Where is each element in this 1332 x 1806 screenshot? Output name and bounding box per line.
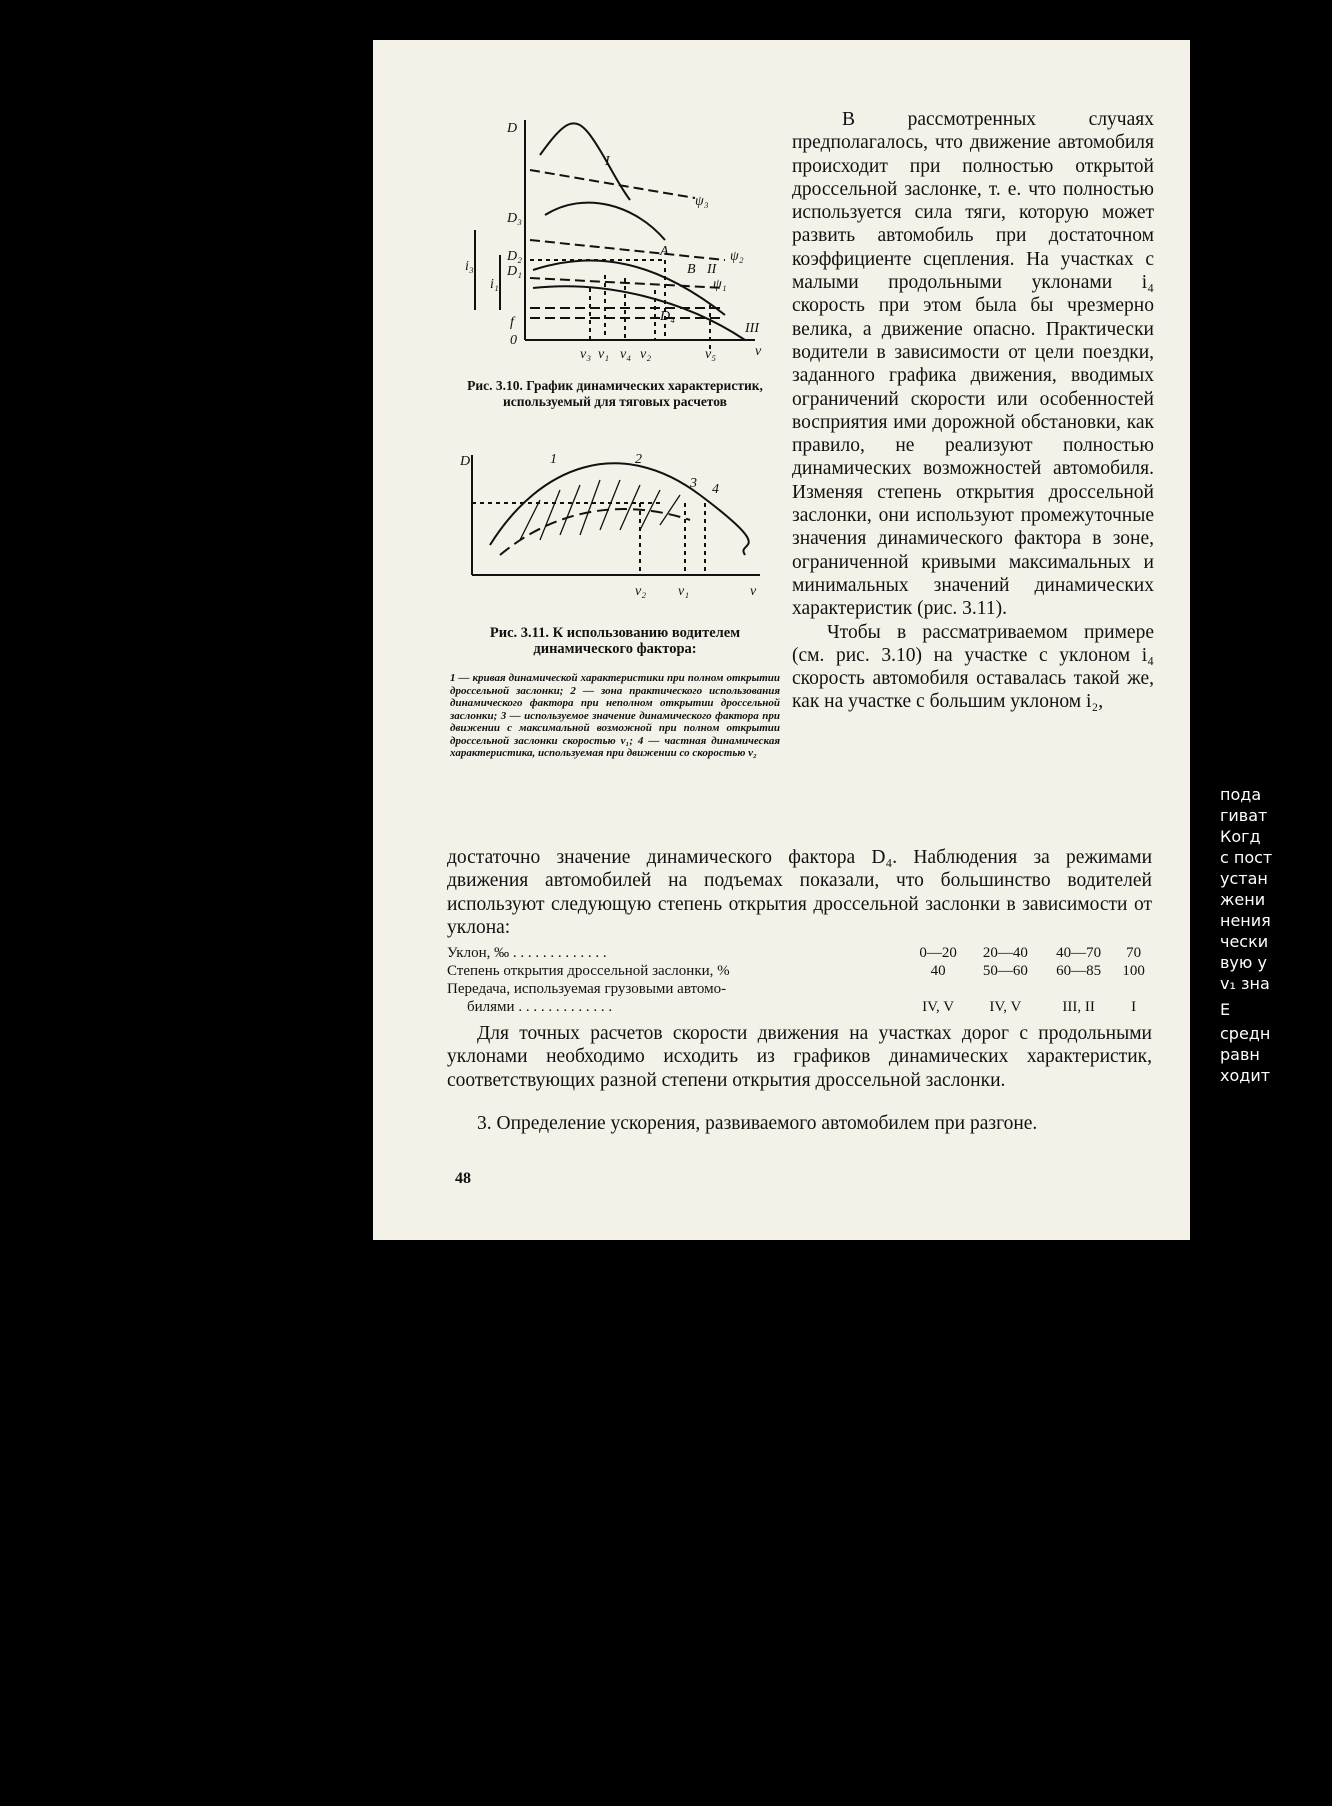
- fig2-axis-d: D: [460, 454, 471, 469]
- fig2-axis-v: v: [750, 584, 757, 599]
- fig1-v5-label: v₅: [705, 347, 717, 362]
- table-cell: 20—40: [982, 945, 1028, 961]
- figure-3-10-caption: Рис. 3.10. График динамических характеристик, используемый для тяговых расчетов: [467, 378, 763, 409]
- table-cell: [1115, 980, 1152, 998]
- fig1-d3-label: D₃: [507, 211, 522, 226]
- table-cell: 70: [1126, 945, 1142, 961]
- fig1-v4-label: v₄: [620, 347, 632, 362]
- table-cell: [908, 980, 969, 998]
- fig1-psi3-label: ψ₃: [695, 194, 709, 209]
- page-number: 48: [455, 1170, 471, 1187]
- scan-background-top: [373, 0, 1190, 40]
- throttle-table: [447, 944, 1152, 1016]
- table-cell: 60—85: [1056, 963, 1102, 979]
- fig1-d1-label: D₁: [507, 264, 522, 279]
- facing-page-fragment: Когд: [1220, 827, 1261, 846]
- fig1-curve-label-iii: III: [745, 321, 759, 336]
- fig1-axis-v: v: [755, 344, 762, 359]
- figure-3-11-caption: Рис. 3.11. К использованию водителем динамического фактора:: [489, 625, 741, 657]
- facing-page-fragment: чески: [1220, 932, 1269, 951]
- facing-page-fragment: вую у: [1220, 953, 1267, 972]
- scan-background-bottom: [373, 1240, 1190, 1806]
- full-width-paragraph: достаточно значение динамического фактора D₄. Наблюдения за режимами движения автомобилей на подъемах показали, что большинство водителей используют следующую степень открытия дроссельной заслонки в зависимости от уклона:: [447, 847, 1152, 938]
- facing-page-fragment: нения: [1220, 911, 1271, 930]
- table-row: [447, 944, 1152, 962]
- table-cell: билями . . . . . . . . . . . . .: [467, 999, 613, 1015]
- fig1-d2-label: D₂: [507, 249, 522, 264]
- facing-page-fragment: устан: [1220, 869, 1268, 888]
- table-cell: 50—60: [982, 963, 1028, 979]
- full-width-paragraph: 3. Определение ускорения, развиваемого автомобилем при разгоне.: [477, 1113, 1038, 1134]
- table-cell: 40—70: [1056, 945, 1102, 961]
- facing-page-fragment: Е: [1220, 1000, 1231, 1019]
- table-cell: 0—20: [919, 945, 957, 961]
- facing-page-fragment: пода: [1220, 785, 1262, 804]
- column-text: [792, 108, 1154, 714]
- facing-page-fragment: ходит: [1220, 1066, 1271, 1085]
- fig1-origin: 0: [510, 333, 517, 348]
- fig2-label-4: 4: [712, 482, 719, 497]
- fig1-point-b: B: [687, 262, 696, 277]
- table-cell: I: [1131, 999, 1137, 1015]
- table-row: [447, 980, 1152, 998]
- fig2-v1-label: v₁: [678, 584, 690, 599]
- fig1-axis-d: D: [507, 121, 518, 136]
- fig1-psi1-label: ψ₁: [713, 277, 727, 292]
- table-row: [447, 998, 1152, 1016]
- facing-page-fragment: v₁ зна: [1220, 974, 1270, 993]
- figure-3-10: [455, 110, 775, 370]
- fig1-i3-label: i₃: [465, 259, 474, 274]
- table-cell: IV, V: [989, 999, 1022, 1015]
- facing-page-fragment: гиват: [1220, 806, 1268, 825]
- table-cell: IV, V: [922, 999, 955, 1015]
- paragraph: В рассмотренных случаях предполагалось, что движение автомобиля происходит при полностью открытой дроссельной заслонке, т. е. что полностью используется сила тяги, которую может развить автомобиль при достаточном коэффициенте сцепления. На участках с малыми продольными уклонами i₄ скорость при этом была бы чрезмерно велика, а движение опасно. Практически водители в зависимости от цели поездки, заданного графика движения, вводимых ограничений скорости или особенностей восприятия ими дорожной обстановки, как правило, не реализуют полностью динамических возможностей автомобиля. Изменяя степень открытия дроссельной заслонки, они используют промежуточные значения динамического фактора в зоне, ограниченной кривыми максимальных и минимальных значений динамических характеристик (рис. 3.11).: [792, 109, 1154, 620]
- table-cell: 40: [930, 963, 946, 979]
- fig1-curve-label-ii: II: [707, 262, 717, 277]
- table-cell: Степень открытия дроссельной заслонки, %: [447, 963, 730, 979]
- fig1-point-a: A: [660, 244, 669, 259]
- facing-page-fragment: равн: [1220, 1045, 1260, 1064]
- figure-3-11-legend: 1 — кривая динамической характеристики при полном открытии дроссельной заслонки; 2 — зона практического использования динамического фактора при неполном открытии дроссельной заслонки; 3 — используемое значение динамического фактора при движении с максимальной возможной при полном открытии дроссельной заслонки скоростью v₁; 4 — частная динамическая характеристика, используемая при движении со скоростью v₂: [450, 672, 780, 759]
- table-cell: 100: [1122, 963, 1145, 979]
- fig1-f-label: f: [510, 315, 514, 330]
- table-cell: Уклон, ‰ . . . . . . . . . . . . .: [447, 945, 607, 961]
- fig2-label-1: 1: [550, 452, 557, 467]
- fig1-d4-label: D₄: [660, 309, 675, 324]
- facing-page-fragment: жени: [1220, 890, 1266, 909]
- fig1-psi2-label: ψ₂: [730, 249, 744, 264]
- fig1-i1-label: i₁: [490, 277, 499, 292]
- table-cell: III, II: [1062, 999, 1095, 1015]
- table-row: [447, 962, 1152, 980]
- table-cell: Передача, используемая грузовыми автомо-: [447, 981, 727, 997]
- table-cell: [969, 980, 1042, 998]
- fig2-label-2: 2: [635, 452, 642, 467]
- paragraph: Чтобы в рассматриваемом примере (см. рис. 3.10) на участке с уклоном i₄ скорость автомобиля оставалась такой же, как на участке с большим уклоном i₂,: [792, 621, 1154, 713]
- full-width-paragraph: Для точных расчетов скорости движения на участках дорог с продольными уклонами необходимо исходить из графиков динамических характеристик, соответствующих разной степени открытия дроссельной заслонки.: [447, 1023, 1152, 1091]
- scan-background-left: [0, 0, 373, 1806]
- facing-page-fragment: с пост: [1220, 848, 1273, 867]
- facing-page-fragment: средн: [1220, 1024, 1271, 1043]
- table-cell: [1042, 980, 1115, 998]
- fig1-curve-label-i: I: [605, 154, 610, 169]
- fig1-v3-label: v₃: [580, 347, 592, 362]
- fig1-v1-label: v₁: [598, 347, 610, 362]
- figure-3-11: [460, 445, 770, 605]
- fig1-v2-label: v₂: [640, 347, 652, 362]
- fig2-v2-label: v₂: [635, 584, 647, 599]
- fig2-label-3: 3: [690, 476, 697, 491]
